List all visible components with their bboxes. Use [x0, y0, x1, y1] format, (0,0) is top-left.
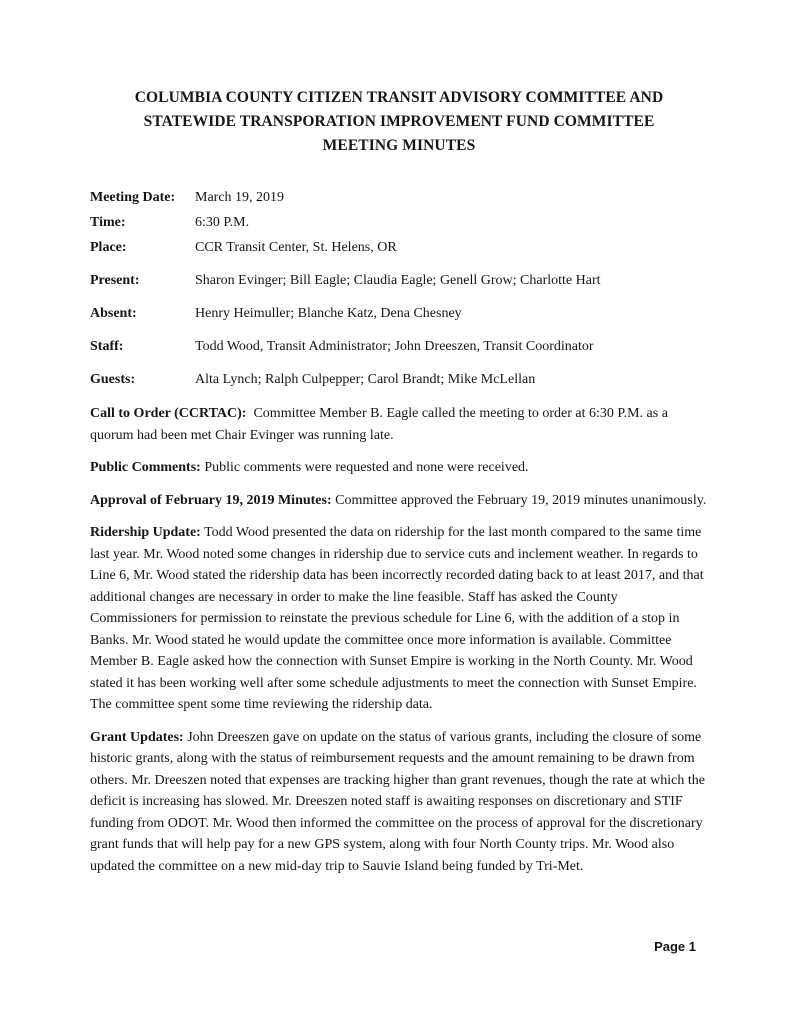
section-body: Committee approved the February 19, 2019 minutes unanimously.	[335, 492, 707, 508]
meta-row-meetingdate	[90, 185, 708, 210]
section-heading: Public Comments:	[90, 460, 201, 475]
meta-label: Place:	[90, 240, 127, 255]
section-heading: Approval of February 19, 2019 Minutes:	[90, 492, 332, 508]
section-body: Todd Wood presented the data on ridership for the last month compared to the same time last year. Mr. Wood noted some changes in ridership due to service cuts and inclement weather. In regards to Line 6, Mr. Wood stated the ridership data has been incorrectly recorded dating back to at least 2017, and that additional changes are necessary in order to make the line feasible. Staff has asked the County Commissioners for permission to reinstate the previous schedule for Line 6, with the addition of a stop in Banks. Mr. Wood stated he would update the committee once more information is available. Committee Member B. Eagle asked how the connection with Sunset Empire is working in the North County. Mr. Wood stated it has been working well after some schedule adjustments to meet the connection with Sunset Empire. The committee spent some time reviewing the ridership data.	[90, 525, 704, 712]
page-footer	[654, 939, 696, 954]
meta-value: CCR Transit Center, St. Helens, OR	[195, 240, 397, 255]
meta-label: Guests:	[90, 372, 136, 387]
section-ridership-update	[90, 522, 708, 716]
document-title-line: STATEWIDE TRANSPORATION IMPROVEMENT FUND COMMITTEE	[143, 113, 655, 130]
section-heading: Call to Order (CCRTAC):	[90, 406, 247, 421]
meta-value: Henry Heimuller; Blanche Katz, Dena Chesney	[195, 306, 462, 321]
meta-value: Sharon Evinger; Bill Eagle; Claudia Eagle; Genell Grow; Charlotte Hart	[195, 273, 601, 288]
meta-label: Meeting Date:	[90, 190, 176, 205]
document-title	[90, 86, 708, 158]
section-body: John Dreeszen gave on update on the status of various grants, including the closure of some historic grants, along with the status of reimbursement requests and the amount remaining to be drawn from others. Mr. Dreeszen noted that expenses are tracking higher than grant revenues, though the rate at which the deficit is increasing has slowed. Mr. Dreeszen noted staff is awaiting responses on discretionary and STIF funding from ODOT. Mr. Wood then informed the committee on the process of approval for the discretionary grant funds that will help pay for a new GPS system, along with four North County trips. Mr. Wood also updated the committee on a new mid-day trip to Sauvie Island being funded by Tri-Met.	[90, 729, 706, 874]
meta-label: Staff:	[90, 339, 124, 354]
document-title-line: COLUMBIA COUNTY CITIZEN TRANSIT ADVISORY COMMITTEE AND	[134, 89, 664, 106]
section-body: Public comments were requested and none were received.	[204, 460, 529, 475]
meta-label: Present:	[90, 273, 140, 288]
minutes-sections	[90, 403, 708, 877]
section-public-comments	[90, 457, 708, 479]
meeting-info-block	[90, 185, 708, 260]
meta-row-staff	[90, 334, 708, 359]
meta-row-absent	[90, 301, 708, 326]
section-body: Committee Member B. Eagle called the meeting to order at 6:30 P.M. as a quorum had been met Chair Evinger was running late.	[90, 406, 668, 443]
section-grant-updates	[90, 727, 708, 878]
document-title-line: MEETING MINUTES	[322, 137, 476, 154]
meta-row-place	[90, 235, 708, 260]
section-call-to-order-ccrtac	[90, 403, 708, 446]
meta-row-present	[90, 268, 708, 293]
attendance-block	[90, 268, 708, 392]
section-approval-of-february-minutes	[90, 490, 708, 512]
meta-label: Time:	[90, 215, 126, 230]
meta-row-time	[90, 210, 708, 235]
meta-value: March 19, 2019	[195, 190, 285, 205]
meta-value: Todd Wood, Transit Administrator; John Dreeszen, Transit Coordinator	[195, 339, 594, 354]
meta-row-guests	[90, 367, 708, 392]
meta-value: Alta Lynch; Ralph Culpepper; Carol Brandt; Mike McLellan	[195, 372, 536, 387]
meta-label: Absent:	[90, 306, 137, 321]
meta-value: 6:30 P.M.	[195, 215, 250, 230]
page-number: Page 1	[654, 939, 696, 954]
section-heading: Grant Updates:	[90, 729, 184, 745]
section-heading: Ridership Update:	[90, 525, 201, 540]
